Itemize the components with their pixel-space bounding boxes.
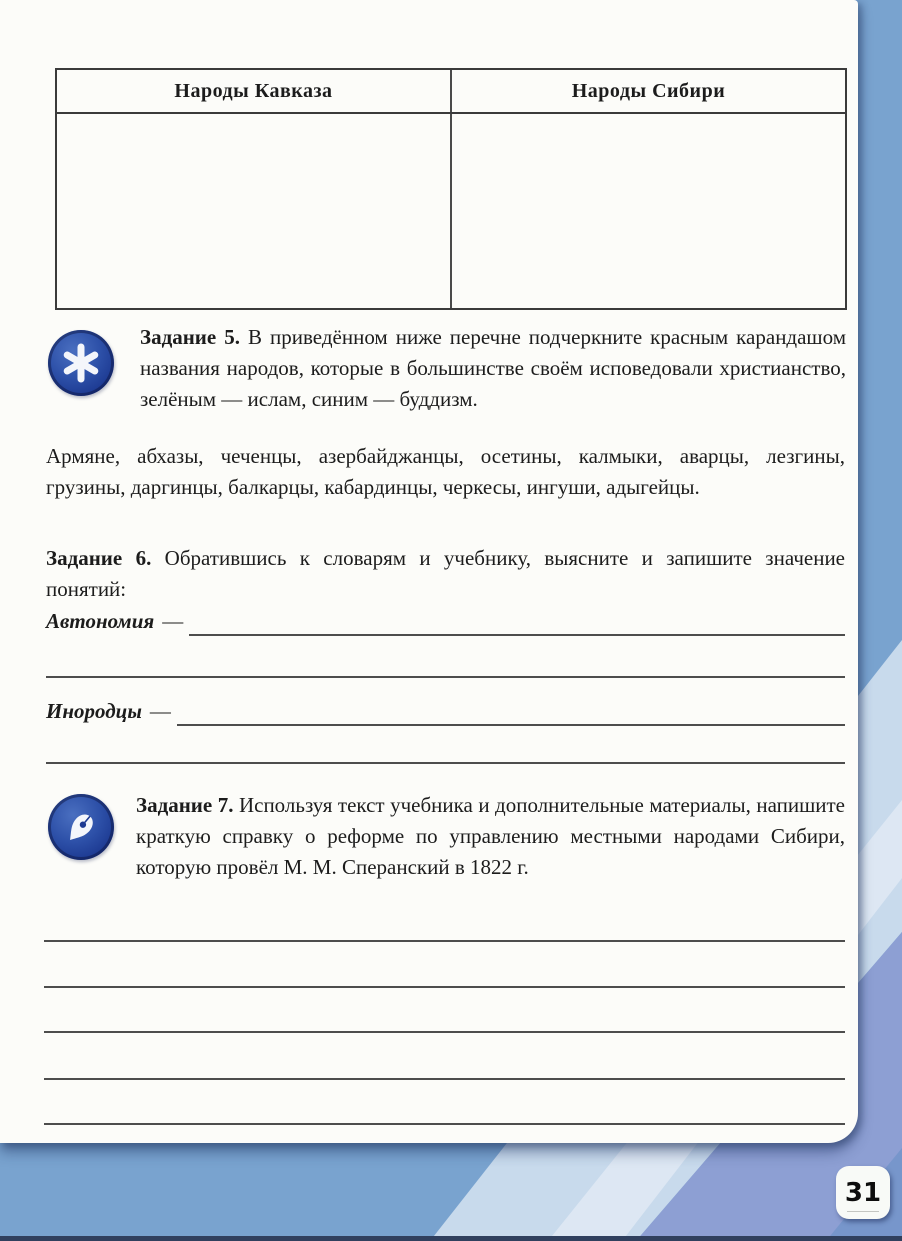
asterisk-icon bbox=[48, 330, 114, 396]
task5-label: Задание 5. bbox=[140, 325, 240, 349]
task6-paragraph bbox=[46, 543, 845, 605]
peoples-table bbox=[55, 68, 847, 310]
pen-nib-glyph bbox=[60, 806, 102, 848]
task5-paragraph bbox=[140, 322, 846, 415]
task7-label: Задание 7. bbox=[136, 793, 234, 817]
asterisk-glyph bbox=[61, 343, 101, 383]
writing-line bbox=[44, 1078, 845, 1080]
bg-bottom-dark-edge bbox=[0, 1236, 902, 1241]
table-cell-siberia-blank bbox=[452, 114, 845, 308]
writing-line bbox=[44, 986, 845, 988]
task6-text: Обратившись к словарям и учебнику, выясните и запишите значение понятий: bbox=[46, 546, 846, 601]
term-autonomia: Автономия bbox=[46, 609, 155, 633]
task7-paragraph bbox=[136, 790, 845, 883]
page-number: 31 bbox=[844, 1177, 882, 1208]
term-row-inorodtsy bbox=[46, 698, 845, 726]
peoples-table-header-row bbox=[57, 70, 845, 114]
peoples-table-body-row bbox=[57, 114, 845, 308]
task5-text: В приведённом ниже перечне подчеркните красным карандашом названия народов, которые в большинстве своём исповедовали христианство, зелёным — ислам, синим — буддизм. bbox=[140, 325, 846, 411]
term-row-autonomia bbox=[46, 608, 845, 636]
answer-line bbox=[46, 676, 845, 678]
task6-label: Задание 6. bbox=[46, 546, 152, 570]
term-autonomia-dash: — bbox=[162, 609, 184, 633]
task7-text: Используя текст учебника и дополнительные материалы, напишите краткую справку о реформе по управлению местными народами Сибири, которую провёл М. М. Сперанский в 1822 г. bbox=[136, 793, 845, 879]
table-header-siberia: Народы Сибири bbox=[571, 79, 726, 102]
page-number-badge bbox=[836, 1166, 890, 1219]
peoples-list-paragraph: Армяне, абхазы, чеченцы, азербайджанцы, осетины, калмыки, аварцы, лезгины, грузины, даргинцы, балкарцы, кабардинцы, черкесы, ингуши, адыгейцы. bbox=[46, 444, 845, 499]
pen-nib-icon bbox=[48, 794, 114, 860]
writing-line bbox=[44, 940, 845, 942]
answer-line bbox=[46, 762, 845, 764]
writing-line bbox=[44, 1123, 845, 1125]
term-inorodtsy: Инородцы bbox=[46, 699, 142, 723]
table-header-caucasus: Народы Кавказа bbox=[57, 70, 452, 112]
table-cell-caucasus-blank bbox=[57, 114, 452, 308]
writing-line bbox=[44, 1031, 845, 1033]
term-inorodtsy-dash: — bbox=[149, 699, 171, 723]
answer-line bbox=[189, 608, 845, 636]
answer-line bbox=[177, 698, 845, 726]
